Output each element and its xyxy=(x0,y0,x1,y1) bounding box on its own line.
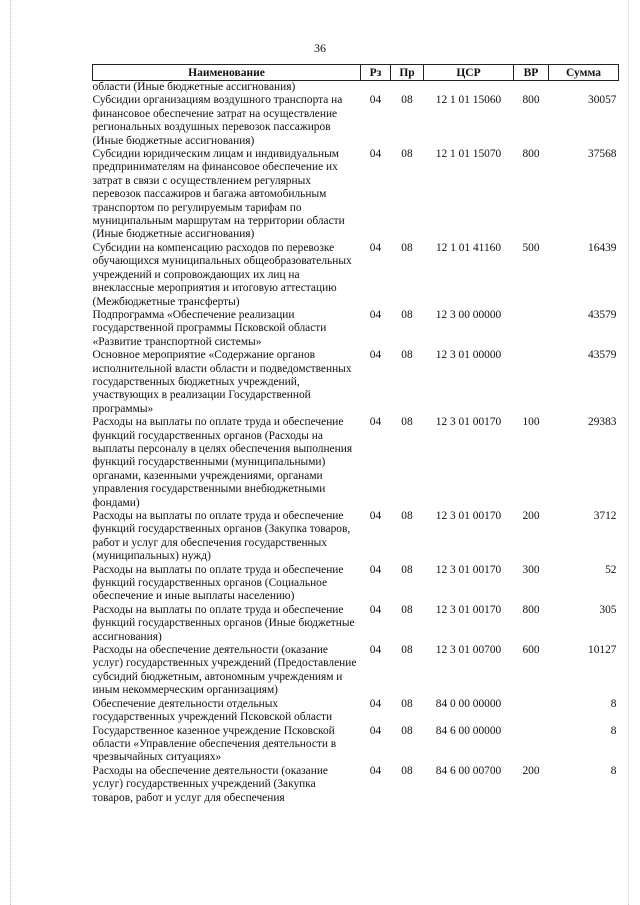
cell-vr xyxy=(514,349,549,416)
table-row xyxy=(93,148,619,242)
cell-name: Субсидии на компенсацию расходов по перевозке обучающихся муниципальных общеобразовательных учреждений и сопровождающих их лиц на внеклассные мероприятия и итоговую аттестацию (Межбюджетные трансферты) xyxy=(92,241,352,308)
cell-pr: 08 xyxy=(401,349,413,362)
cell-pr: 08 xyxy=(401,603,413,616)
scan-edge-right xyxy=(628,0,630,905)
table-row xyxy=(93,416,619,510)
header-sum: Сумма xyxy=(549,65,619,81)
cell-pr: 08 xyxy=(401,308,413,321)
cell-name: Основное мероприятие «Содержание органов исполнительной власти области и подведомственных государственных бюджетных учреждений, участвующих в реализации Государственной программы» xyxy=(92,349,352,415)
cell-sum xyxy=(549,81,619,95)
table-row xyxy=(93,94,619,148)
cell-csr: 12 3 01 00170 xyxy=(435,416,502,429)
table-row xyxy=(93,604,619,644)
cell-rz: 04 xyxy=(369,697,382,710)
cell-sum: 43579 xyxy=(588,349,617,362)
cell-rz: 04 xyxy=(369,349,382,362)
cell-vr: 200 xyxy=(522,764,540,777)
table-row xyxy=(93,309,619,349)
cell-vr: 200 xyxy=(522,510,540,522)
cell-vr xyxy=(514,81,549,95)
cell-pr: 08 xyxy=(401,94,413,107)
cell-sum: 8 xyxy=(610,764,617,777)
cell-vr: 500 xyxy=(522,241,540,254)
cell-name: Субсидии юридическим лицам и индивидуальным предпринимателям на финансовое обеспечение их затрат в связи с осуществлением регулярных перевозок пассажиров и багажа автомобильным транспортом по регулируемым тарифам по муниципальным маршрутам на территории области (Иные бюджетные ассигнования) xyxy=(92,148,345,241)
cell-sum: 30057 xyxy=(588,94,617,107)
cell-sum: 16439 xyxy=(588,241,617,254)
cell-pr: 08 xyxy=(401,148,413,161)
cell-csr: 12 3 01 00170 xyxy=(435,563,502,576)
page-number: 36 xyxy=(314,41,326,55)
header-rz: Рз xyxy=(361,65,391,81)
cell-csr: 12 3 01 00170 xyxy=(435,510,502,522)
cell-csr: 12 3 01 00700 xyxy=(435,644,502,657)
cell-rz: 04 xyxy=(369,644,382,657)
cell-rz: 04 xyxy=(369,241,382,254)
cell-rz: 04 xyxy=(369,308,382,321)
cell-vr: 300 xyxy=(522,563,540,576)
table-row xyxy=(93,564,619,604)
cell-csr: 12 3 01 00170 xyxy=(435,603,502,616)
cell-name: Государственное казенное учреждение Псковской области «Управление обеспечения деятельности в чрезвычайных ситуациях» xyxy=(92,724,337,764)
budget-table xyxy=(92,64,619,805)
cell-pr: 08 xyxy=(401,724,413,737)
cell-name: Расходы на выплаты по оплате труда и обеспечение функций государственных органов (Иные бюджетные ассигнования) xyxy=(92,603,355,643)
table-row xyxy=(93,81,619,95)
cell-sum: 10127 xyxy=(588,644,617,657)
header-csr: ЦСР xyxy=(424,65,514,81)
cell-rz: 04 xyxy=(369,603,382,616)
cell-csr: 12 1 01 15060 xyxy=(435,94,502,107)
cell-csr: 12 1 01 41160 xyxy=(435,241,502,254)
cell-pr: 08 xyxy=(401,764,413,777)
cell-name: Расходы на обеспечение деятельности (оказание услуг) государственных учреждений (Предоставление субсидий бюджетным, автономным учреждениям и иным некоммерческим организациям) xyxy=(92,644,357,697)
cell-name: Расходы на выплаты по оплате труда и обеспечение функций государственных органов (Закупка товаров, работ и услуг для обеспечения государственных (муниципальных) нужд) xyxy=(92,510,351,563)
cell-sum: 3712 xyxy=(593,510,617,522)
cell-vr xyxy=(514,309,549,349)
cell-sum: 8 xyxy=(610,724,617,737)
cell-sum: 29383 xyxy=(588,416,617,429)
cell-csr: 12 3 01 00000 xyxy=(435,349,502,362)
cell-rz: 04 xyxy=(369,94,382,107)
cell-name: области (Иные бюджетные ассигнования) xyxy=(92,81,296,93)
cell-pr: 08 xyxy=(401,416,413,429)
cell-name: Расходы на выплаты по оплате труда и обеспечение функций государственных органов (Социальное обеспечение и иные выплаты населению) xyxy=(92,563,344,603)
table-body xyxy=(93,81,619,805)
table-row xyxy=(93,242,619,309)
header-name: Наименование xyxy=(93,65,361,81)
cell-sum: 37568 xyxy=(588,148,617,161)
table-header-row xyxy=(93,65,619,81)
cell-rz: 04 xyxy=(369,724,382,737)
cell-pr xyxy=(391,81,424,95)
table-row xyxy=(93,644,619,698)
table-row xyxy=(93,510,619,564)
scan-edge-left xyxy=(10,0,12,905)
cell-rz: 04 xyxy=(369,764,382,777)
cell-pr: 08 xyxy=(401,697,413,710)
cell-rz: 04 xyxy=(369,510,382,522)
cell-csr: 84 0 00 00000 xyxy=(435,697,502,710)
cell-vr xyxy=(514,725,549,765)
cell-rz: 04 xyxy=(369,148,382,161)
cell-pr: 08 xyxy=(401,644,413,657)
table-row xyxy=(93,765,619,805)
cell-name: Обеспечение деятельности отдельных государственных учреждений Псковской области xyxy=(92,697,333,724)
cell-name: Подпрограмма «Обеспечение реализации государственной программы Псковской области «Развитие транспортной системы» xyxy=(92,308,327,348)
cell-csr: 84 6 00 00000 xyxy=(435,724,502,737)
cell-vr: 100 xyxy=(522,416,540,429)
cell-sum: 43579 xyxy=(588,308,617,321)
cell-vr: 800 xyxy=(522,94,540,107)
cell-vr: 800 xyxy=(522,603,540,616)
cell-rz: 04 xyxy=(369,416,382,429)
table-row xyxy=(93,725,619,765)
header-vr: ВР xyxy=(514,65,549,81)
cell-pr: 08 xyxy=(401,563,413,576)
cell-name: Субсидии организациям воздушного транспорта на финансовое обеспечение затрат на осуществление региональных воздушных перевозок пассажиров (Иные бюджетные ассигнования) xyxy=(92,94,343,147)
cell-rz: 04 xyxy=(369,563,382,576)
cell-sum: 52 xyxy=(605,563,617,576)
table-row xyxy=(93,698,619,725)
cell-pr: 08 xyxy=(401,510,413,522)
cell-vr: 600 xyxy=(522,644,540,657)
cell-pr: 08 xyxy=(401,241,413,254)
cell-csr: 84 6 00 00700 xyxy=(435,764,502,777)
cell-csr: 12 3 00 00000 xyxy=(435,308,502,321)
cell-vr xyxy=(514,698,549,725)
cell-vr: 800 xyxy=(522,148,540,161)
cell-csr xyxy=(424,81,514,95)
header-pr: Пр xyxy=(391,65,424,81)
cell-rz xyxy=(361,81,391,95)
cell-csr: 12 1 01 15070 xyxy=(435,148,502,161)
table-row xyxy=(93,349,619,416)
cell-name: Расходы на обеспечение деятельности (оказание услуг) государственных учреждений (Закупка товаров, работ и услуг для обеспечения xyxy=(92,764,328,804)
cell-name: Расходы на выплаты по оплате труда и обеспечение функций государственных органов (Расходы на выплаты персоналу в целях обеспечения выполнения функций государственными (муниципальными) органами, казенными учреждениями, органами управления государственными внебюджетными фондами) xyxy=(92,416,353,509)
cell-sum: 8 xyxy=(610,697,617,710)
cell-sum: 305 xyxy=(599,603,617,616)
